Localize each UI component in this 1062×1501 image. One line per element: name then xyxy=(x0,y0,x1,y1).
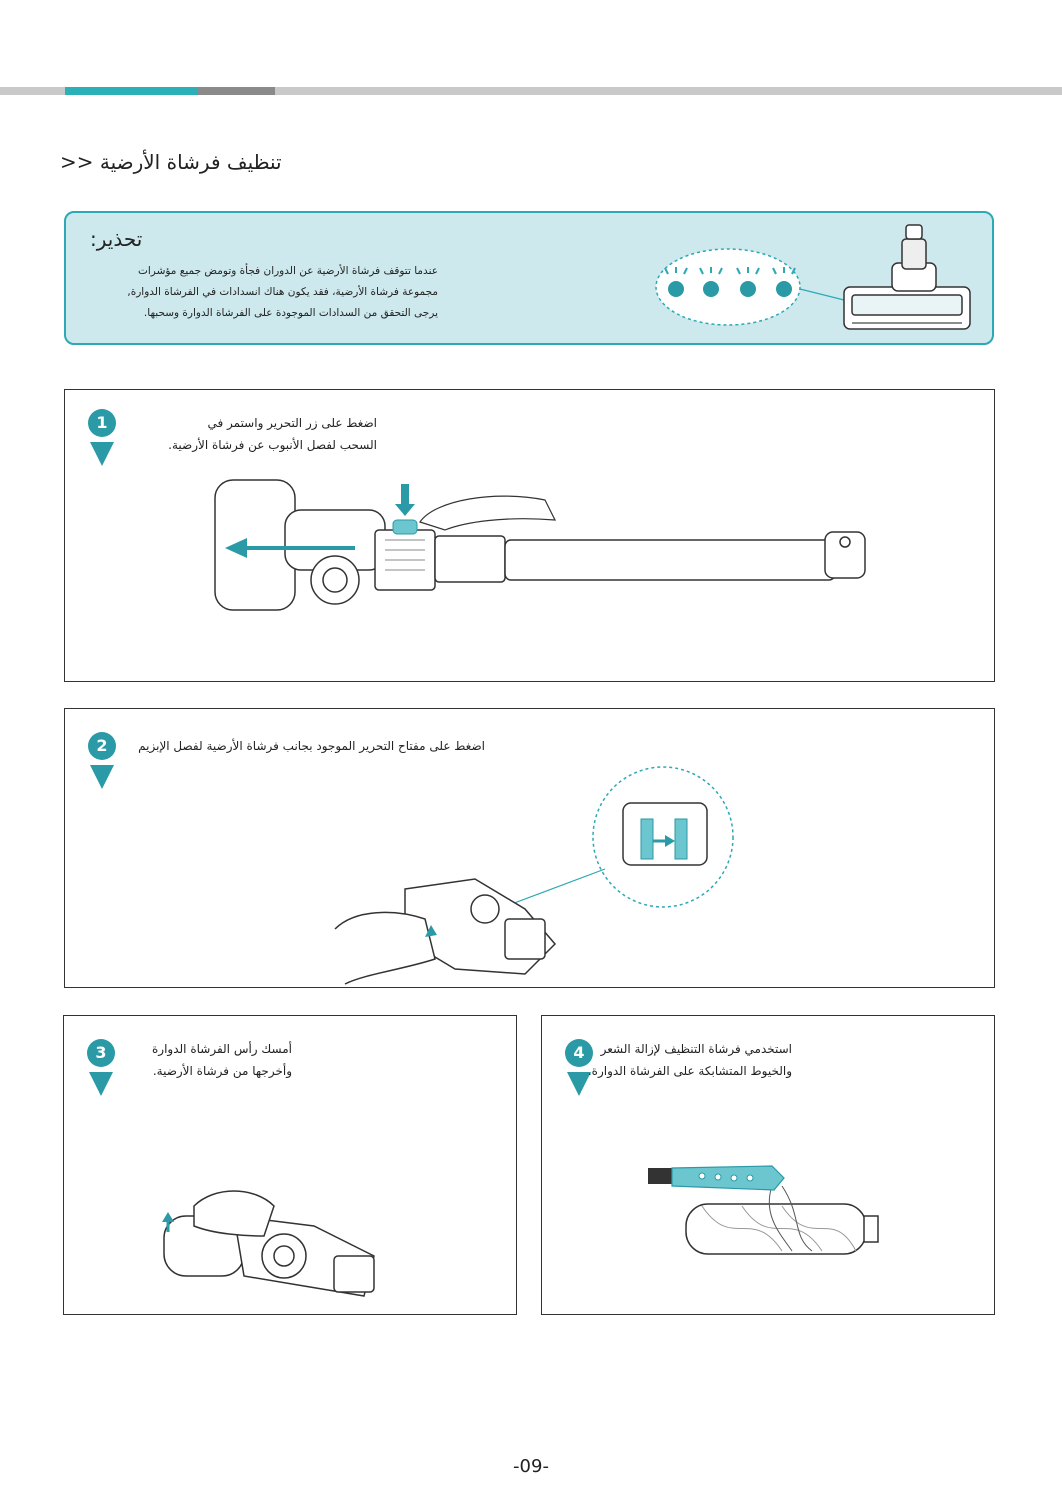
step-text-line: أمسك رأس الفرشاة الدوارة xyxy=(152,1042,292,1056)
header-bar-gray xyxy=(198,87,275,95)
warning-line: يرجى التحقق من السدادات الموجودة على الفرشاة الدوارة وسحبها. xyxy=(143,307,438,319)
warning-text xyxy=(88,261,438,324)
step-text-line: اضغط على مفتاح التحرير الموجود بجانب فرشاة الأرضية لفصل الإبزيم xyxy=(138,739,485,753)
step-3-panel xyxy=(63,1015,517,1315)
cleaning-brush-illustration xyxy=(642,1156,892,1266)
step-text-line: والخيوط المتشابكة على الفرشاة الدوارة. xyxy=(587,1064,792,1078)
remove-brush-illustration xyxy=(154,1176,394,1306)
step-2-text xyxy=(125,735,485,757)
header-bar-accent xyxy=(65,87,198,95)
step-4-number: 4 xyxy=(573,1043,585,1062)
step-2-panel xyxy=(64,708,995,988)
warning-line: عندما تتوقف فرشاة الأرضية عن الدوران فجأة وتومض جميع مؤشرات xyxy=(137,265,438,277)
release-clip-illustration xyxy=(325,759,745,989)
step-2-number: 2 xyxy=(96,736,108,755)
step-text-line: السحب لفصل الأنبوب عن فرشاة الأرضية. xyxy=(168,438,377,452)
step-1-panel xyxy=(64,389,995,682)
step-text-line: وأخرجها من فرشاة الأرضية. xyxy=(152,1064,292,1078)
section-title: تنظيف فرشاة الأرضية << xyxy=(60,150,282,174)
warning-box xyxy=(64,211,994,345)
page-number: -09- xyxy=(513,1456,549,1477)
step-text-line: اضغط على زر التحرير واستمر في xyxy=(207,416,377,430)
step-3-text xyxy=(122,1038,292,1082)
indicator-lights-illustration xyxy=(656,243,996,343)
step-3-number: 3 xyxy=(95,1043,107,1062)
step-4-panel xyxy=(541,1015,995,1315)
warning-title: تحذير: xyxy=(90,227,143,251)
step-text-line: استخدمي فرشاة التنظيف لإزالة الشعر xyxy=(600,1042,792,1056)
step-1-text xyxy=(127,412,377,456)
warning-line: مجموعة فرشاة الأرضية، فقد يكون هناك انسدادات في الفرشاة الدوارة, xyxy=(127,286,438,298)
step-1-number: 1 xyxy=(96,413,108,432)
step-4-text xyxy=(587,1038,792,1082)
header-bar xyxy=(0,87,1062,95)
vacuum-tube-illustration xyxy=(205,470,865,620)
